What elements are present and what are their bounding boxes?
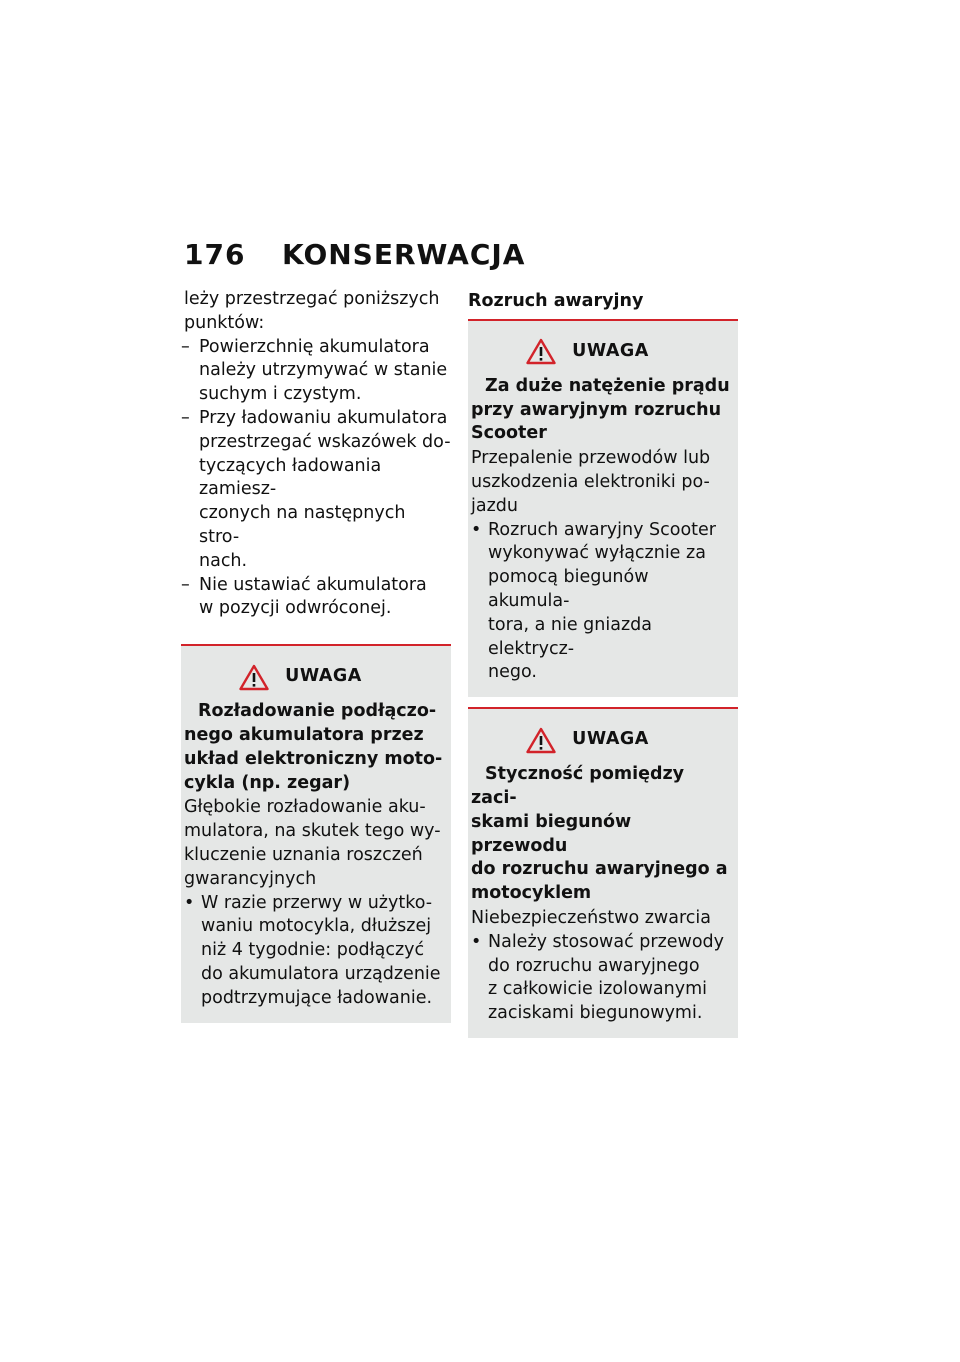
section-title: KONSERWACJA [282,238,526,271]
warning-body: Niebezpieczeństwo zwarcia [471,907,711,928]
warning-title: Styczność pomiędzy zaci- skami biegunów przewodu do rozruchu awaryjnego a motocyklem [471,764,728,904]
warning-box [181,644,451,1022]
warning-label: UWAGA [572,340,649,361]
warning-header [471,723,732,757]
bullet-mark: • [471,931,482,952]
warning-box [468,319,738,697]
warning-label: UWAGA [285,666,362,687]
list-item: • Rozruch awaryjny Scooter wykonywać wyłącznie za pomocą biegunów akumula- tora, a nie gniazda elektrycz- nego. [471,519,716,683]
warning-triangle-icon [526,338,556,365]
left-column [181,288,451,1023]
warning-title: Rozładowanie podłączo- nego akumulatora przez układ elektroniczny moto- cykla (np. zegar) [184,701,443,793]
warning-header [184,660,445,694]
warning-body: Przepalenie przewodów lub uszkodzenia elektroniki po- jazdu [471,448,711,516]
warning-triangle-icon [239,664,269,691]
list-item: • W razie przerwy w użytko- waniu motocykla, dłuższej niż 4 tygodnie: podłączyć do akumulatora urządzenie podtrzymujące ładowanie. [184,892,441,1008]
list-item: – Nie ustawiać akumulatora w pozycji odwróconej. [181,574,427,619]
subheading: Rozruch awaryjny [468,291,644,311]
list-item: • Należy stosować przewody do rozruchu awaryjnego z całkowicie izolowanymi zaciskami biegunowymi. [471,931,725,1024]
warning-body: Głębokie rozładowanie aku- mulatora, na skutek tego wy- kluczenie uznania roszczeń gwarancyjnych [184,797,441,889]
warning-label: UWAGA [572,729,649,750]
warning-box [468,707,738,1038]
bullet-mark: • [471,519,482,540]
intro-text: leży przestrzegać poniższych punktów: [184,289,440,333]
dash-mark: – [181,336,190,357]
dash-mark: – [181,407,190,428]
bullet-mark: • [184,892,195,913]
warning-triangle-icon [526,727,556,754]
right-column [468,288,738,1038]
page-number: 176 [184,238,246,271]
warning-header [471,335,732,369]
dash-mark: – [181,574,190,595]
page-header [184,238,525,278]
warning-title: Za duże natężenie prądu przy awaryjnym rozruchu Scooter [471,375,730,444]
list-item: – Powierzchnię akumulatora należy utrzymywać w stanie suchym i czystym. [181,336,448,405]
list-item: – Przy ładowaniu akumulatora przestrzegać wskazówek do- tyczących ładowania zamiesz- czonych na następnych stro- nach. [181,407,451,571]
